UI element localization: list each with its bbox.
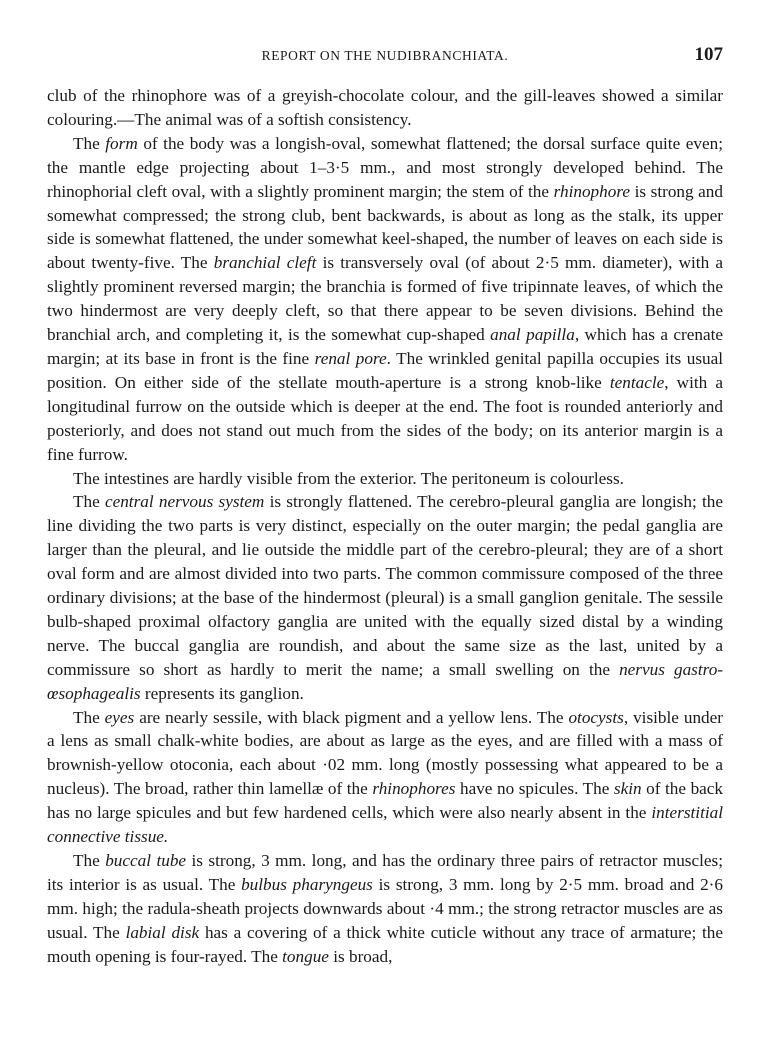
text-run: , which has a crenate margin; at its base in front is the fine bbox=[47, 325, 723, 368]
running-title: REPORT ON THE NUDIBRANCHIATA. bbox=[261, 48, 509, 63]
paragraph-body-form bbox=[47, 132, 723, 467]
paragraph-buccal-tube bbox=[47, 849, 723, 969]
italic-term: eyes bbox=[104, 707, 135, 727]
text-run: has a covering of a thick white cuticle without any trace of armature; the mouth opening is four-rayed. The bbox=[47, 922, 724, 966]
italic-term: otocysts bbox=[568, 707, 624, 727]
text-run: represents its ganglion. bbox=[140, 683, 304, 703]
paragraph-nervous-system bbox=[47, 490, 723, 705]
italic-term: tentacle bbox=[609, 372, 665, 392]
italic-term: anal papilla bbox=[490, 325, 575, 345]
italic-term: bulbus pharyngeus bbox=[241, 874, 373, 894]
text-run: is strong, 3 mm. long by 2·5 mm. broad and 2·6 mm. high; the radula-sheath projects downwards about ·4 mm.; the strong retractor muscles are as usual. The bbox=[47, 874, 723, 942]
text-run: of the body was a longish-oval, somewhat flattened; the dorsal surface quite even; the mantle edge projecting about 1–3·5 mm., and most strongly developed behind. The rhinophorial cleft oval, with a slightly prominent margin; the stem of the bbox=[47, 133, 723, 201]
italic-term: rhinophores bbox=[372, 779, 456, 799]
text-run: The bbox=[73, 707, 105, 727]
text-run: The bbox=[73, 133, 106, 153]
italic-term: form bbox=[105, 133, 138, 153]
text-run: The bbox=[73, 492, 105, 512]
text-run: have no spicules. The bbox=[455, 779, 614, 799]
italic-term: renal pore bbox=[314, 348, 387, 368]
italic-term: central nervous system bbox=[104, 492, 265, 512]
text-run: , visible under a lens as small chalk-white bodies, are about as large as the eyes, and are filled with a mass of brownish-yellow otoconia, each about ·02 mm. long (mostly possessing what appeared to be a nucleus). The broad, rather thin lamellæ of the bbox=[47, 707, 723, 799]
paragraph-intestines bbox=[47, 467, 723, 491]
text-run: The bbox=[73, 851, 106, 870]
text-run: is strong and somewhat compressed; the strong club, bent backwards, is about as long as the stalk, its upper side is somewhat flattened, the under somewhat keel-shaped, the number of leaves on each side is about twenty-five. The bbox=[47, 181, 723, 273]
text-run: The intestines are hardly visible from the exterior. The peritoneum is colourless. bbox=[73, 468, 624, 488]
italic-term: branchial cleft bbox=[213, 253, 317, 273]
text-run: is broad, bbox=[328, 946, 393, 966]
text-run: are nearly sessile, with black pigment and a yellow lens. The bbox=[134, 707, 569, 727]
italic-term: tongue bbox=[282, 946, 329, 966]
text-run: club of the rhinophore was of a greyish-chocolate colour, and the gill-leaves showed a similar colouring.—The animal was of a softish consistency. bbox=[47, 86, 723, 129]
text-run: is transversely oval (of about 2·5 mm. diameter), with a slightly prominent reversed margin; the branchia is formed of five tripinnate leaves, of which the two hindermost are very deeply cleft, so that there appear to be seven divisions. Behind the branchial arch, and completing it, is the somewhat cup-shaped bbox=[47, 253, 723, 345]
italic-term: interstitial connective tissue. bbox=[47, 803, 723, 847]
body-text bbox=[47, 84, 723, 969]
italic-term: skin bbox=[613, 779, 642, 799]
text-run: of the back has no large spicules and but few hardened cells, which were also nearly absent in the bbox=[47, 779, 724, 823]
text-run: . The wrinkled genital papilla occupies its usual position. On either side of the stellate mouth-aperture is a strong knob-like bbox=[47, 348, 724, 392]
text-run: is strongly flattened. The cerebro-pleural ganglia are longish; the line dividing the two parts is very distinct, especially on the outer margin; the pedal ganglia are larger than the pleural, and lie outside the middle part of the cerebro-pleural; they are of a short oval form and are almost divided into two parts. The common commissure composed of the three ordinary divisions; at the base of the hindermost (pleural) is a small ganglion genitale. The sessile bulb-shaped proximal olfactory ganglia are united with the equally sized distal by a winding nerve. The buccal ganglia are roundish, and about the same size as the last, united by a commissure so short as hardly to merit the name; a small swelling on the bbox=[47, 492, 723, 679]
italic-term: buccal tube bbox=[105, 851, 187, 870]
page-number: 107 bbox=[694, 44, 723, 65]
paragraph-rhinophore-colour bbox=[47, 84, 723, 132]
italic-term: labial disk bbox=[125, 922, 200, 942]
text-run: is strong, 3 mm. long, and has the ordinary three pairs of retractor muscles; its interior is as usual. The bbox=[47, 851, 723, 894]
page-header bbox=[47, 44, 723, 68]
paragraph-eyes-otocysts bbox=[47, 706, 723, 849]
text-run: , with a longitudinal furrow on the outside which is deeper at the end. The foot is rounded anteriorly and posteriorly, and does not stand out much from the sides of the body; on its anterior margin is a fine furrow. bbox=[47, 372, 723, 464]
italic-term: nervus gastro-œsophagealis bbox=[47, 659, 724, 703]
italic-term: rhinophore bbox=[553, 181, 631, 201]
